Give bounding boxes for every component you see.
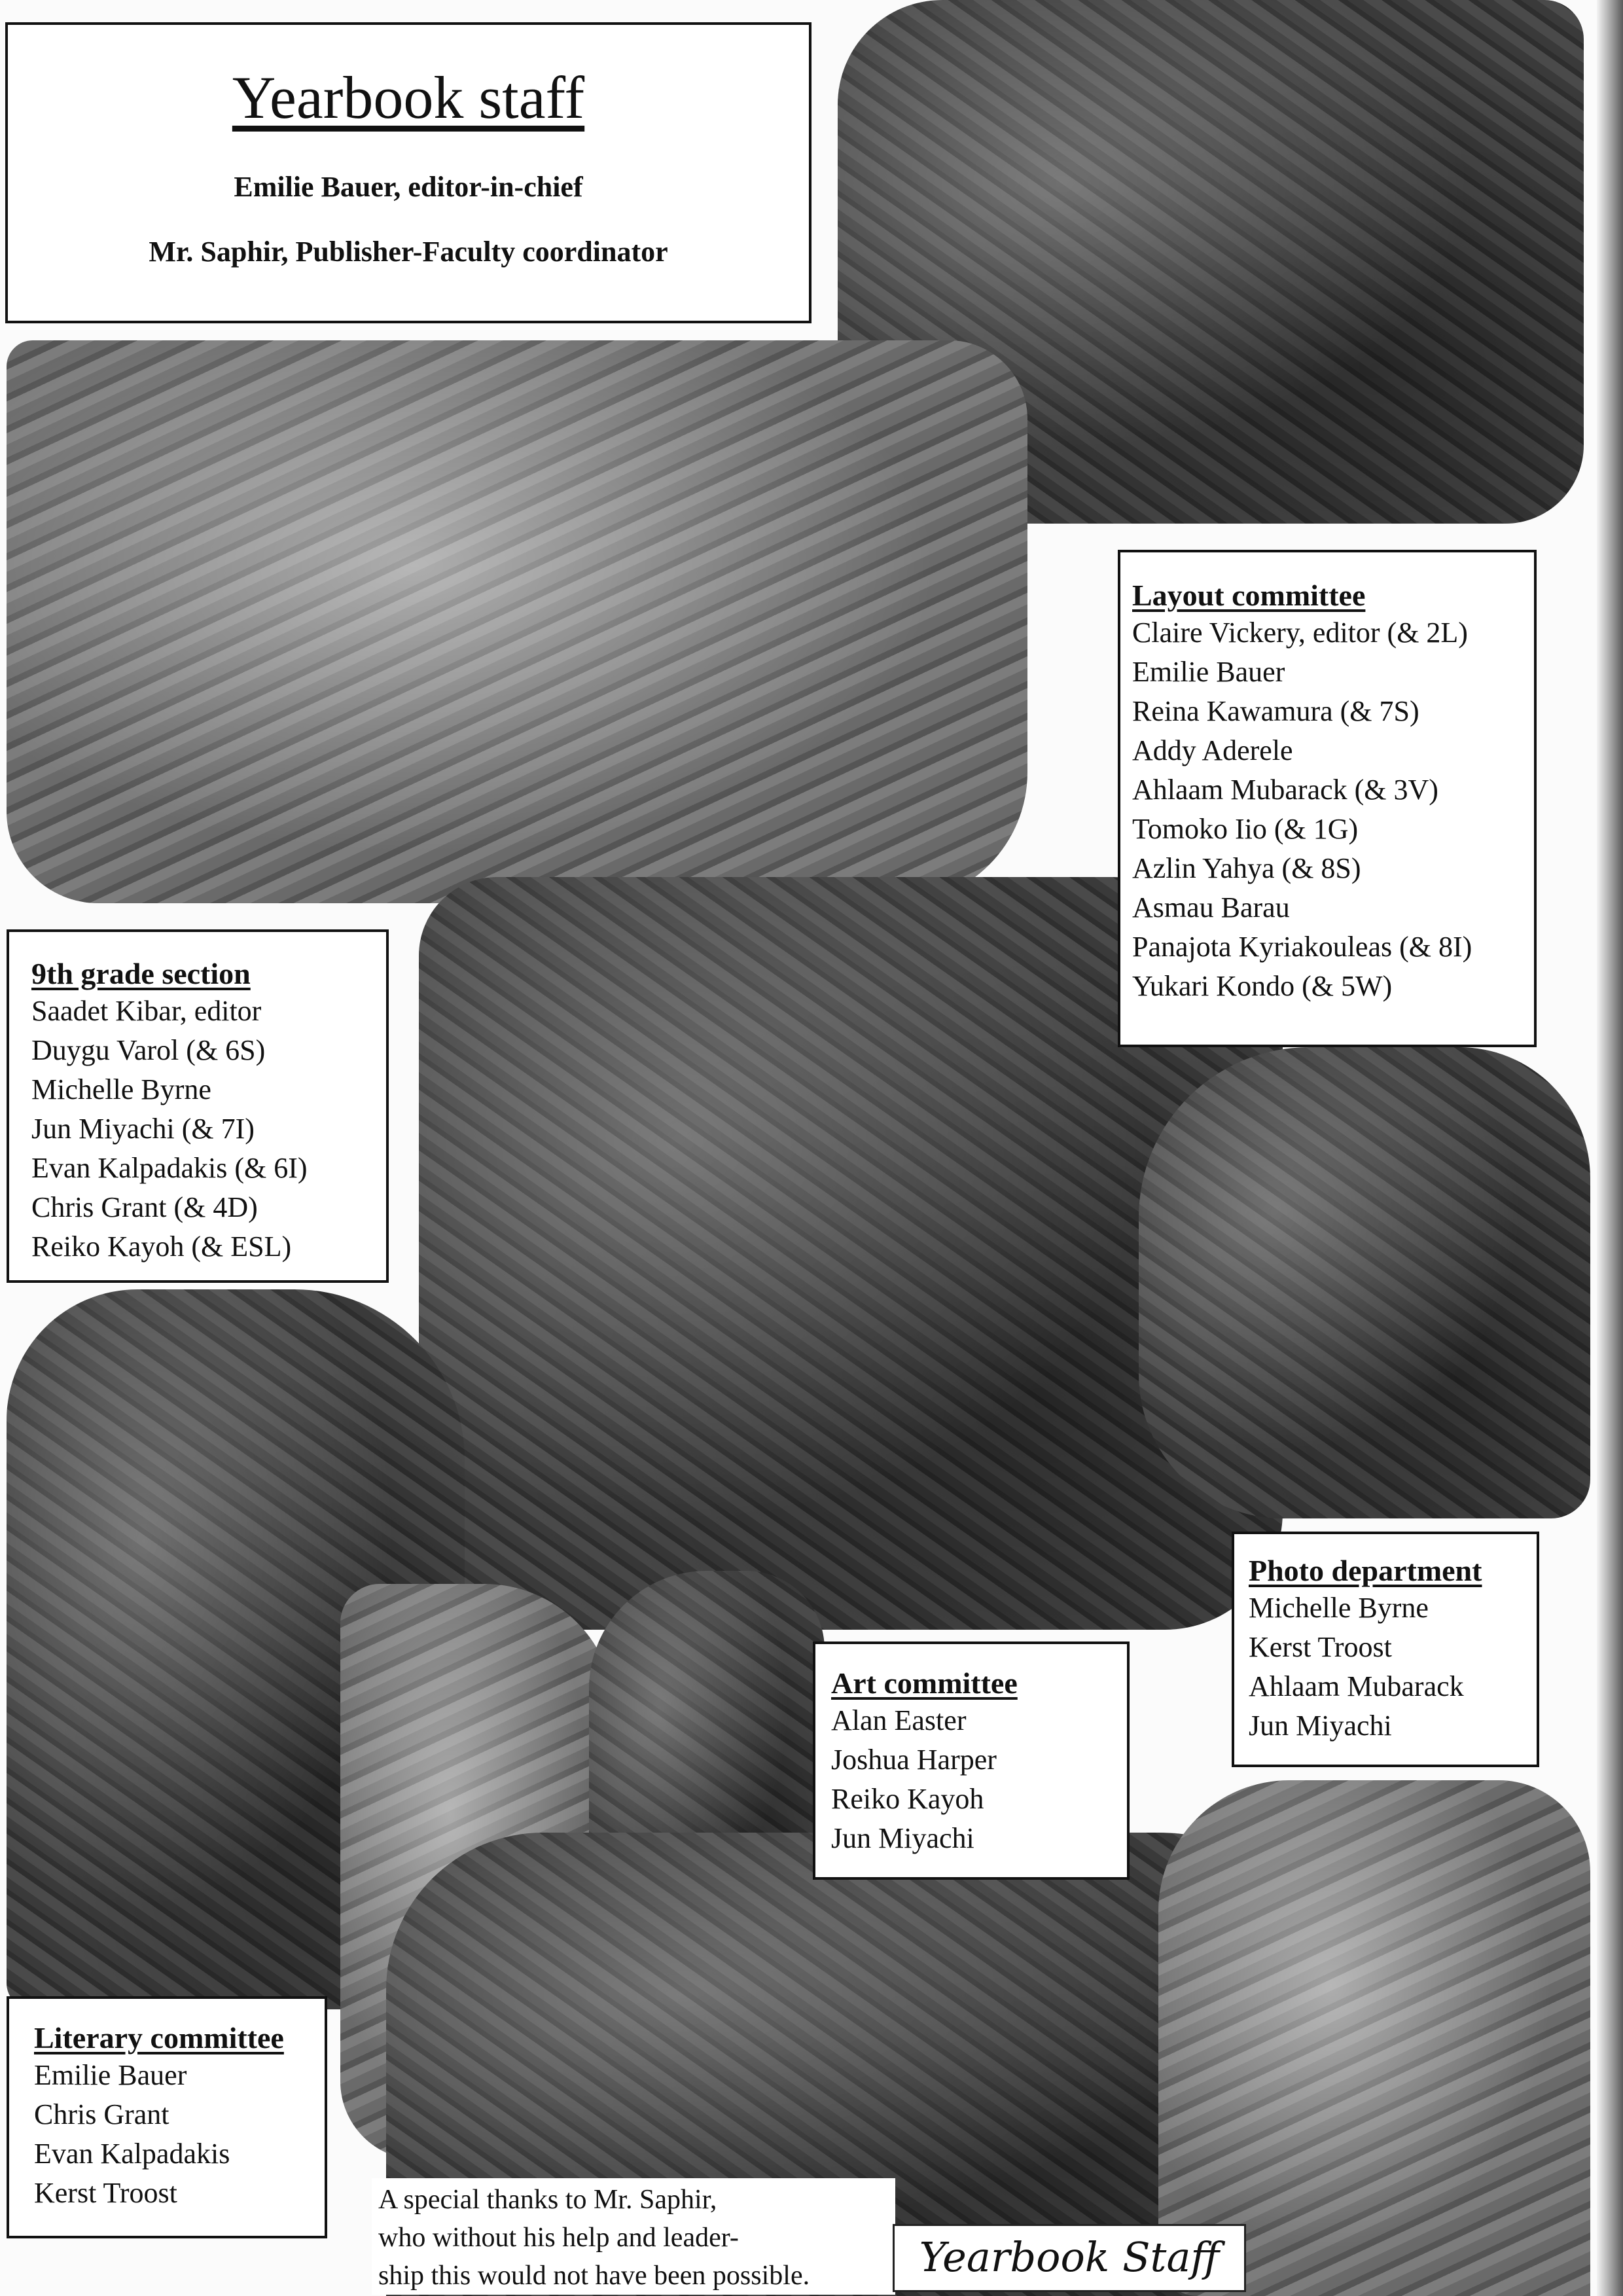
list-item: Kerst Troost — [1249, 1630, 1392, 1663]
list-item: Jun Miyachi (& 7I) — [31, 1112, 255, 1145]
list-item: Saadet Kibar, editor — [31, 994, 262, 1027]
list-item: Evan Kalpadakis — [34, 2137, 230, 2170]
list-item: Ahlaam Mubarack (& 3V) — [1132, 773, 1438, 806]
list-item: Addy Aderele — [1132, 734, 1293, 766]
title-box — [5, 22, 812, 323]
ninth-grade-heading: 9th grade section — [31, 957, 251, 990]
yearbook-staff-signature: Yearbook Staff — [893, 2224, 1246, 2292]
coordinator-line: Mr. Saphir, Publisher-Faculty coordinator — [149, 236, 668, 268]
list-item: Tomoko Iio (& 1G) — [1132, 812, 1359, 845]
layout-committee-heading: Layout committee — [1132, 579, 1366, 612]
list-item: Chris Grant — [34, 2098, 169, 2130]
list-item: Michelle Byrne — [1249, 1591, 1429, 1624]
list-item: Michelle Byrne — [31, 1073, 211, 1105]
list-item: Reiko Kayoh — [831, 1782, 984, 1815]
literary-committee-heading: Literary committee — [34, 2021, 284, 2054]
list-item: Reiko Kayoh (& ESL) — [31, 1230, 292, 1263]
list-item: Evan Kalpadakis (& 6I) — [31, 1151, 308, 1184]
editor-line: Emilie Bauer, editor-in-chief — [234, 171, 583, 203]
literary-committee-box — [7, 1996, 327, 2238]
list-item: Jun Miyachi — [1249, 1709, 1392, 1742]
list-item: Joshua Harper — [831, 1743, 997, 1776]
list-item: Duygu Varol (& 6S) — [31, 1033, 266, 1066]
list-item: Yukari Kondo (& 5W) — [1132, 969, 1393, 1002]
list-item: Claire Vickery, editor (& 2L) — [1132, 616, 1468, 649]
photo-department-heading: Photo department — [1249, 1554, 1482, 1587]
photo-department-box — [1232, 1532, 1539, 1767]
thanks-line: who without his help and leader- — [378, 2223, 739, 2253]
list-item: Chris Grant (& 4D) — [31, 1191, 258, 1223]
page-binding-edge — [1597, 0, 1623, 2296]
art-committee-heading: Art committee — [831, 1666, 1018, 1700]
ninth-grade-box — [7, 929, 389, 1283]
list-item: Emilie Bauer — [34, 2058, 187, 2091]
list-item: Ahlaam Mubarack — [1249, 1670, 1464, 1702]
list-item: Alan Easter — [831, 1704, 967, 1736]
thanks-note — [372, 2178, 895, 2295]
list-item: Asmau Barau — [1132, 891, 1290, 924]
list-item: Jun Miyachi — [831, 1821, 974, 1854]
list-item: Emilie Bauer — [1132, 655, 1285, 688]
page-title: Yearbook staff — [232, 64, 585, 131]
art-committee-box — [813, 1641, 1130, 1880]
thanks-line: ship this would not have been possible. — [378, 2261, 810, 2291]
thanks-line: A special thanks to Mr. Saphir, — [378, 2185, 717, 2215]
list-item: Reina Kawamura (& 7S) — [1132, 694, 1419, 727]
list-item: Azlin Yahya (& 8S) — [1132, 852, 1361, 884]
photo-right-middle — [1139, 1047, 1590, 1518]
layout-committee-box — [1118, 550, 1537, 1047]
photo-bottom-right — [1158, 1780, 1590, 2296]
list-item: Panajota Kyriakouleas (& 8I) — [1132, 930, 1472, 963]
photo-top-left-group — [7, 340, 1027, 903]
list-item: Kerst Troost — [34, 2176, 177, 2209]
